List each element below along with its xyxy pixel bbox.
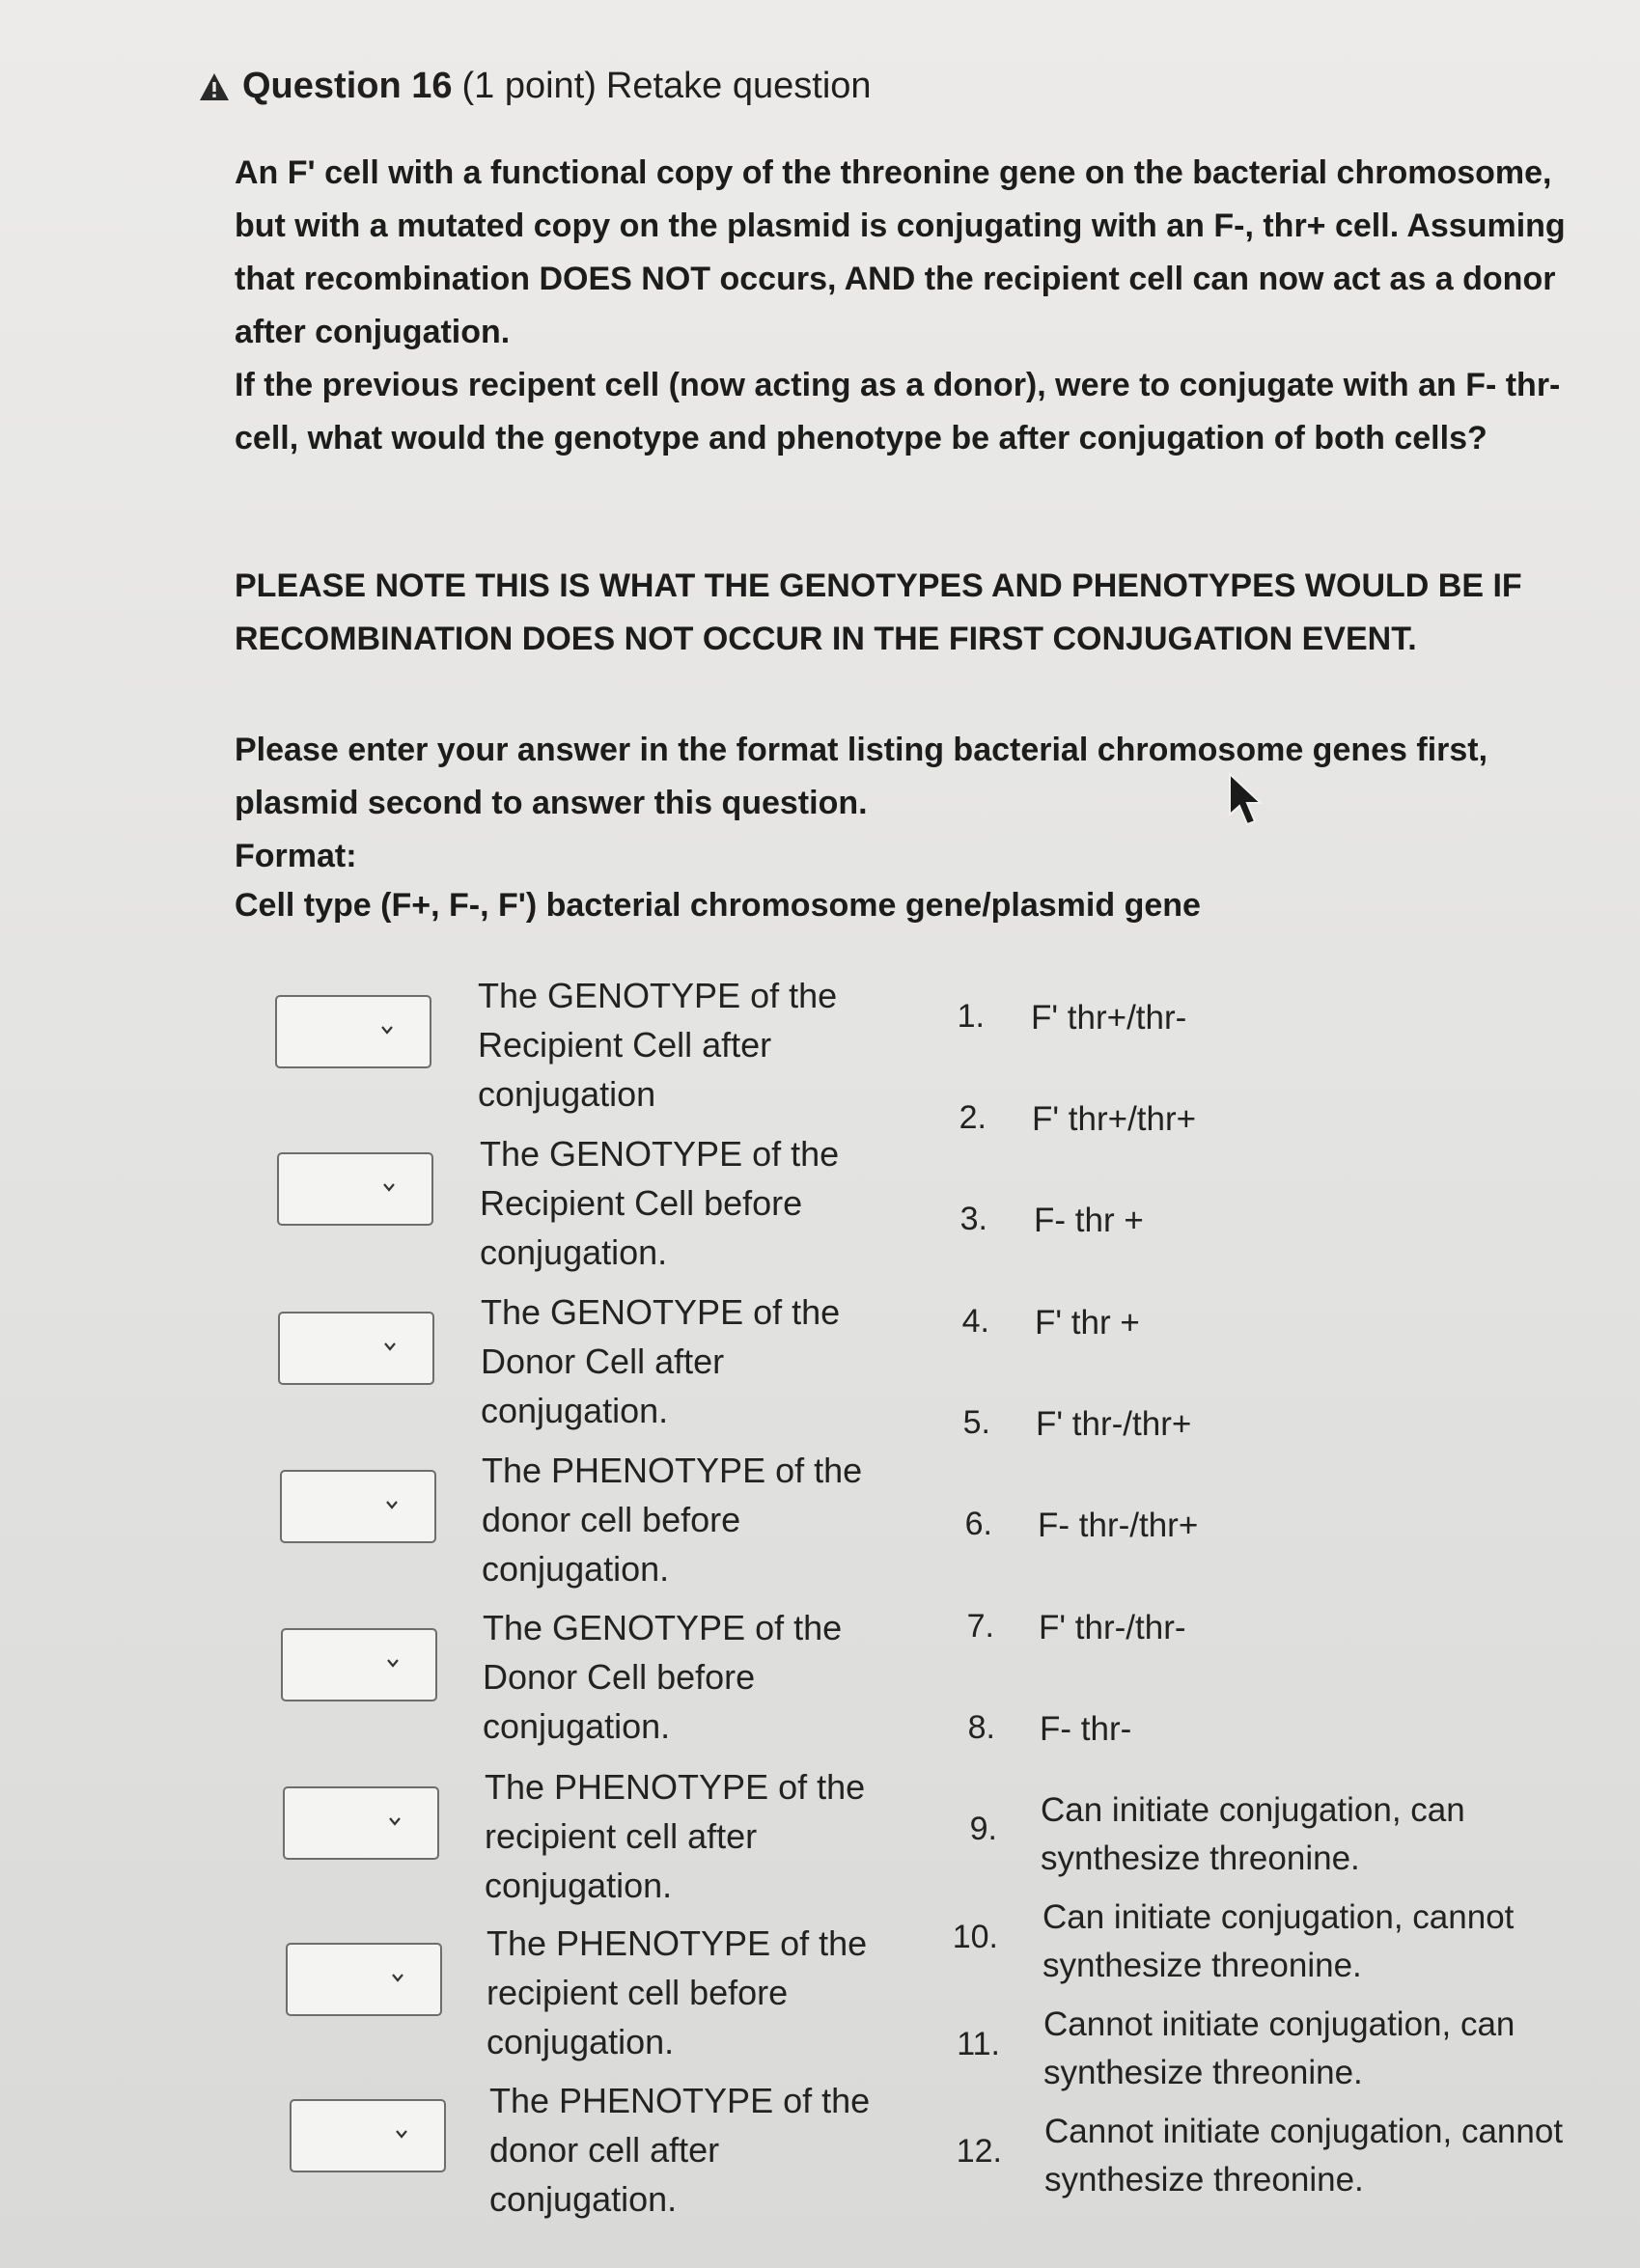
answer-select-2[interactable] (277, 1152, 433, 1226)
option-text: Cannot initiate conjugation, cannot synthesize threonine. (1044, 2113, 1564, 2199)
option-number: 3. (959, 1201, 987, 1237)
question-points: (1 point) (461, 66, 597, 106)
chevron-down-icon (384, 1497, 400, 1512)
chevron-down-icon (385, 1655, 401, 1671)
question-paragraph-1 (235, 147, 1605, 465)
format-section (235, 830, 1605, 932)
mouse-cursor-icon (1228, 772, 1266, 826)
match-prompt-4: The PHENOTYPE of the donor cell before conjugation. (482, 1451, 863, 1589)
format-label: Format: (235, 838, 357, 874)
match-prompt-3: The GENOTYPE of the Donor Cell after conjugation. (481, 1292, 841, 1430)
retake-question-link[interactable]: Retake question (605, 66, 872, 106)
question-stem: An F' cell with a functional copy of the threonine gene on the bacterial chromosome, but with a mutated copy on the plasmid is conjugating with an F-, thr+ cell. Assuming that recombination DOES NOT occurs, AND the recipient cell can now act as a donor after conjugation. (235, 154, 1566, 350)
chevron-down-icon (387, 1813, 403, 1829)
answer-select-7[interactable] (286, 1943, 442, 2016)
match-prompt-1: The GENOTYPE of the Recipient Cell after conjugation (478, 976, 838, 1114)
format-text: Cell type (F+, F-, F') bacterial chromosome gene/plasmid gene (235, 887, 1201, 924)
option-text: Cannot initiate conjugation, can synthesize threonine. (1043, 2005, 1515, 2091)
option-number: 10. (952, 1919, 998, 1955)
option-number: 4. (961, 1303, 989, 1340)
option-text: F- thr- (1040, 1710, 1132, 1748)
option-text: F- thr-/thr+ (1038, 1507, 1199, 1544)
answer-select-1[interactable] (275, 995, 431, 1068)
option-text: F' thr-/thr- (1039, 1609, 1186, 1646)
match-prompt-2: The GENOTYPE of the Recipient Cell before conjugation. (480, 1134, 840, 1272)
option-number: 5. (962, 1404, 990, 1441)
answer-select-5[interactable] (281, 1628, 437, 1701)
option-number: 7. (966, 1608, 994, 1645)
answer-select-8[interactable] (290, 2099, 446, 2172)
option-text: Can initiate conjugation, cannot synthesize threonine. (1042, 1898, 1515, 1984)
chevron-down-icon (390, 1970, 405, 1985)
answer-select-6[interactable] (283, 1786, 439, 1860)
question-header (198, 66, 872, 107)
option-text: Can initiate conjugation, can synthesize threonine. (1041, 1791, 1465, 1877)
answer-select-3[interactable] (278, 1312, 434, 1385)
chevron-down-icon (394, 2126, 409, 2142)
question-title: Question 16 (242, 66, 453, 106)
option-number: 9. (969, 1811, 997, 1847)
match-prompt-5: The GENOTYPE of the Donor Cell before conjugation. (483, 1608, 843, 1746)
question-prompt: If the previous recipent cell (now acting as a donor), were to conjugate with an F- thr- cell, what would the genotype and phenotype be after conjugation of both cells? (235, 367, 1561, 456)
chevron-down-icon (379, 1022, 395, 1037)
option-number: 11. (957, 2026, 1000, 2062)
option-text: F' thr+/thr+ (1032, 1100, 1197, 1138)
recombination-note: PLEASE NOTE THIS IS WHAT THE GENOTYPES AND PHENOTYPES WOULD BE IF RECOMBINATION DOES NOT OCCUR IN THE FIRST CONJUGATION EVENT. (235, 567, 1522, 657)
match-prompt-8: The PHENOTYPE of the donor cell after conjugation. (489, 2081, 871, 2219)
option-number: 2. (959, 1099, 987, 1136)
format-instructions: Please enter your answer in the format listing bacterial chromosome genes first, plasmid second to answer this question. (235, 732, 1488, 821)
option-number: 8. (967, 1709, 995, 1746)
warning-triangle-icon (198, 71, 231, 102)
match-prompt-7: The PHENOTYPE of the recipient cell before conjugation. (486, 1923, 868, 2061)
option-text: F' thr + (1035, 1304, 1140, 1341)
answer-select-4[interactable] (280, 1470, 436, 1543)
option-text: F- thr + (1034, 1202, 1144, 1239)
chevron-down-icon (382, 1339, 398, 1354)
match-prompt-6: The PHENOTYPE of the recipient cell after conjugation. (485, 1767, 866, 1905)
option-number: 1. (957, 998, 985, 1035)
option-text: F' thr+/thr- (1031, 999, 1187, 1037)
option-text: F' thr-/thr+ (1036, 1405, 1192, 1443)
option-number: 12. (956, 2133, 1002, 2170)
option-number: 6. (964, 1506, 992, 1542)
chevron-down-icon (381, 1179, 397, 1195)
